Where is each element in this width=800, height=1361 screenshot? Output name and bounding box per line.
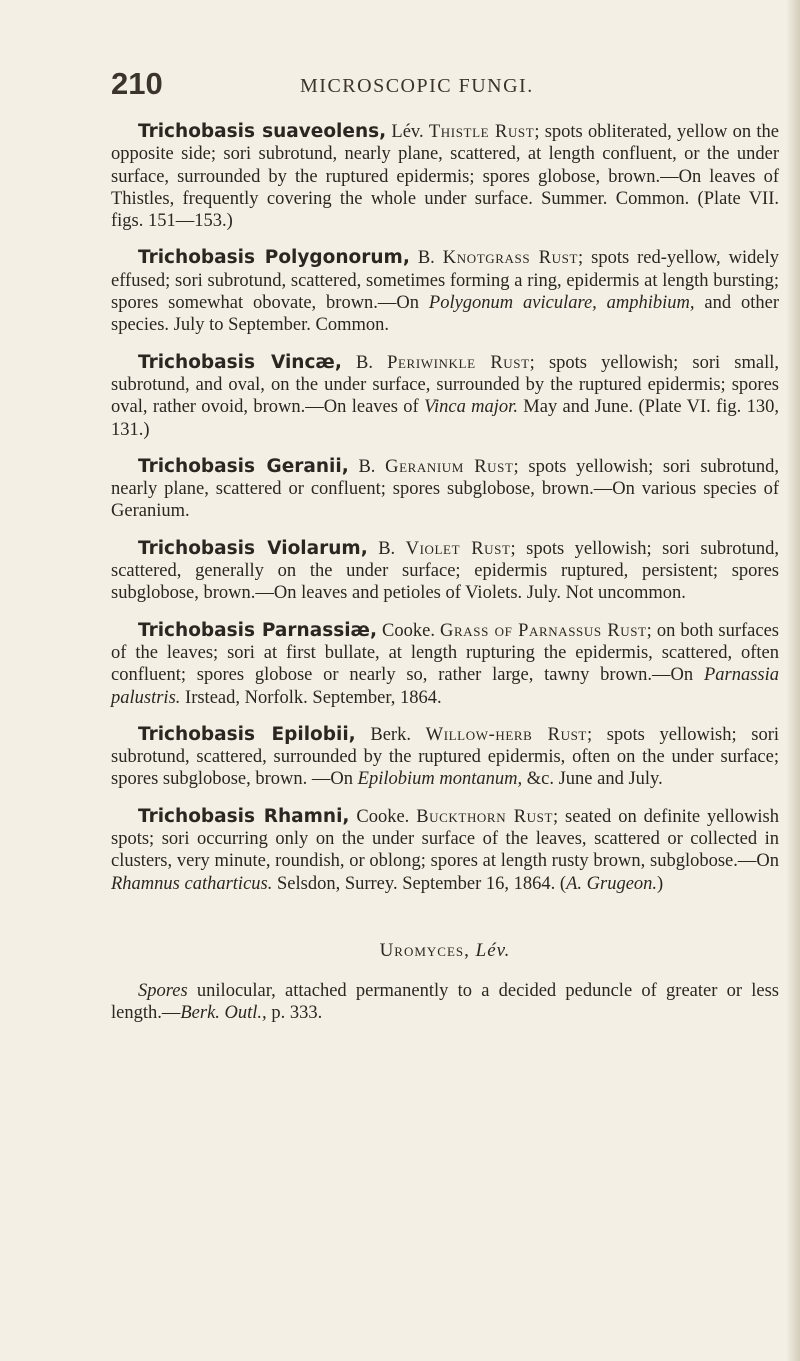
entry-description: ; spots red-yellow, widely effused; sori subrotund, scattered, sometimes forming a ring, epidermis at length bursting; spores somewhat obovate, brown.—On bbox=[111, 248, 779, 314]
species-name: Trichobasis suaveolens, bbox=[138, 121, 387, 142]
entry-trichobasis-parnassiae bbox=[111, 620, 779, 709]
common-name: Violet Rust bbox=[405, 538, 511, 559]
page-body bbox=[111, 121, 779, 1040]
entry-description-end: ) bbox=[657, 873, 664, 894]
species-author: Cooke. bbox=[349, 806, 417, 827]
species-author: Cooke. bbox=[376, 620, 441, 641]
genus-name: Uromyces, bbox=[379, 939, 470, 961]
entry-description-end: &c. June and July. bbox=[522, 769, 663, 790]
entry-trichobasis-geranii bbox=[111, 456, 779, 523]
species-name: Trichobasis Geranii, bbox=[138, 455, 349, 477]
species-author: B. bbox=[348, 456, 386, 477]
common-name: Geranium Rust bbox=[385, 456, 514, 477]
species-author: Berk. bbox=[355, 724, 426, 745]
entry-description-end: and other species. July to September. Common. bbox=[111, 293, 779, 336]
species-name: Trichobasis Rhamni, bbox=[138, 805, 350, 827]
entry-trichobasis-violarum bbox=[111, 538, 779, 605]
entry-description: ; on both surfaces of the leaves; sori at first bullate, at length rupturing the epidermis, scattered, often confluent; spores globose or nearly so, rather large, tawny brown.—On bbox=[111, 620, 779, 686]
species-name: Trichobasis Polygonorum, bbox=[138, 247, 410, 269]
host-plant: Polygonum aviculare, amphibium, bbox=[428, 293, 695, 314]
entry-description: ; spots yellowish; sori small, subrotund, and oval, on the under surface, surrounded by the ruptured epidermis; spores oval, rather ovoid, brown.—On leaves of bbox=[111, 352, 779, 418]
entry-trichobasis-suaveolens bbox=[111, 121, 779, 232]
species-name: Trichobasis Violarum, bbox=[138, 537, 368, 559]
entry-description: ; spots yellowish; sori subrotund, nearly plane, scattered or confluent; spores subglobose, brown.—On various species of Geranium. bbox=[111, 456, 779, 522]
host-plant: Epilobium montanum, bbox=[357, 769, 523, 790]
entry-trichobasis-vincae bbox=[111, 352, 779, 441]
species-name: Trichobasis Vincæ, bbox=[138, 351, 342, 373]
entry-trichobasis-rhamni bbox=[111, 806, 779, 895]
species-author: B. bbox=[367, 538, 406, 559]
entry-description: ; seated on definite yellowish spots; sori occurring only on the under surface of the leaves, scattered or collected in clusters, very minute, roundish, or oblong; spores at length rusty brown, subglobose.—On bbox=[111, 806, 779, 872]
common-name: Thistle Rust bbox=[428, 122, 535, 142]
definition-lead: Spores bbox=[138, 980, 188, 1001]
definition-text-end: p. 333. bbox=[266, 1003, 323, 1024]
host-plant: Vinca major. bbox=[424, 397, 518, 418]
common-name: Buckthorn Rust bbox=[416, 806, 553, 827]
common-name: Grass of Parnassus Rust bbox=[440, 620, 647, 641]
species-name: Trichobasis Parnassiæ, bbox=[138, 619, 377, 641]
species-author: B. bbox=[341, 352, 388, 373]
genus-definition bbox=[111, 980, 779, 1025]
entry-trichobasis-epilobii bbox=[111, 724, 779, 791]
species-author: B. bbox=[409, 248, 443, 269]
definition-text: unilocular, attached permanently to a decided peduncle of greater or less length.— bbox=[111, 980, 779, 1024]
page-edge-shadow bbox=[786, 0, 800, 1361]
running-head: MICROSCOPIC FUNGI. bbox=[300, 75, 534, 97]
page-header bbox=[0, 66, 800, 106]
definition-reference: Berk. Outl., bbox=[180, 1003, 267, 1024]
entry-description-end: Irstead, Norfolk. September, 1864. bbox=[180, 687, 442, 708]
entry-description: ; spots yellowish; sori subrotund, scattered, generally on the under surface; epidermis ruptured, persistent; spores subglobose, brown.—On leaves and petioles of Violets. July. Not uncommon. bbox=[111, 538, 780, 604]
host-plant: Rhamnus catharticus. bbox=[111, 873, 273, 894]
page-number: 210 bbox=[111, 66, 163, 101]
entry-description-mid: Selsdon, Surrey. September 16, 1864. ( bbox=[272, 873, 567, 894]
entry-trichobasis-polygonorum bbox=[111, 247, 779, 336]
species-author: Lév. bbox=[386, 122, 429, 142]
genus-author: Lév. bbox=[475, 939, 511, 961]
entry-description: ; spots obliterated, yellow on the opposite side; sori subrotund, nearly plane, scattered, at length confluent, or the under surface, surrounded by the ruptured epidermis; spores globose, brown.—On leaves of Thistles, frequently covering the whole under surface. Summer. Common. (Plate VII. figs. 151—153.) bbox=[111, 122, 779, 232]
entry-description-end: May and June. (Plate VI. fig. 130, 131.) bbox=[111, 397, 780, 440]
common-name: Knotgrass Rust bbox=[442, 248, 579, 269]
common-name: Periwinkle Rust bbox=[387, 352, 530, 373]
collector-name: A. Grugeon. bbox=[566, 873, 658, 894]
host-plant: Parnassia palustris. bbox=[111, 665, 779, 708]
genus-heading bbox=[111, 940, 779, 962]
entry-description: ; spots yellowish; sori subrotund, scattered, surrounded by the ruptured epidermis, often on the under surface; spores subglobose, brown. —On bbox=[111, 724, 780, 790]
species-name: Trichobasis Epilobii, bbox=[138, 723, 356, 745]
common-name: Willow-herb Rust bbox=[425, 724, 587, 745]
